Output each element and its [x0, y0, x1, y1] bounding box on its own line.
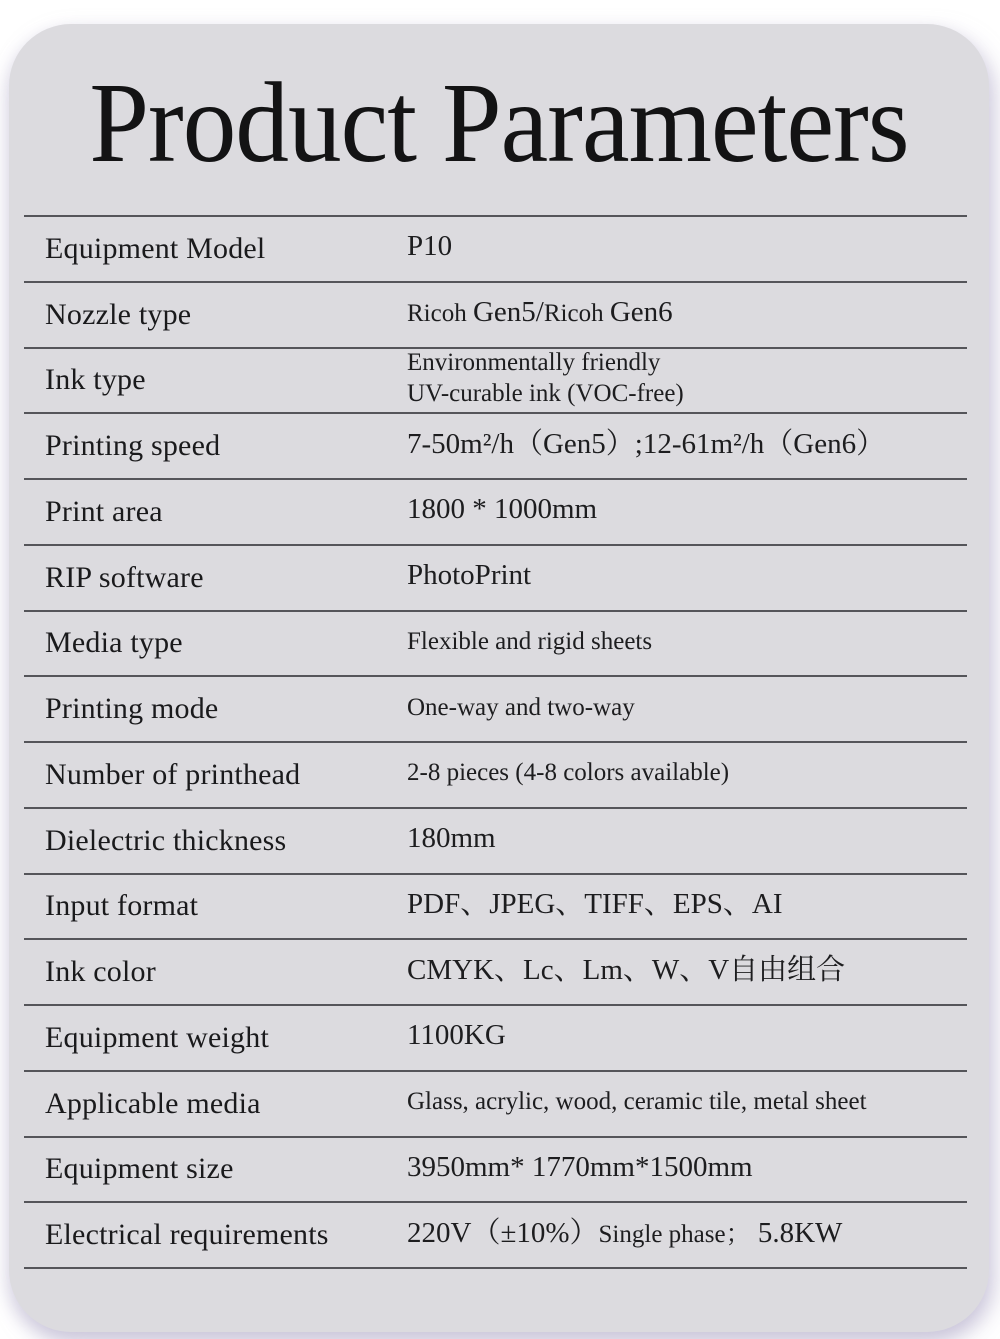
- value-part: One-way and two-way: [407, 693, 635, 721]
- row-value: [407, 694, 967, 725]
- row-value: [407, 1216, 967, 1252]
- table-bottom-line: [24, 1267, 967, 1269]
- value-part: Flexible and rigid sheets: [407, 627, 653, 655]
- value-part: 1100KG: [407, 1019, 506, 1052]
- table-row: [24, 873, 967, 939]
- value-part: 180mm: [407, 822, 496, 855]
- table-row: [24, 1070, 967, 1136]
- row-value: [407, 1088, 967, 1119]
- row-value: [407, 349, 967, 411]
- value-part: 7-50m²/h（Gen5）;12-61m²/h（Gen6）: [407, 427, 886, 460]
- value-part: /: [535, 296, 544, 329]
- row-value: [407, 561, 967, 594]
- row-label: Input format: [45, 889, 199, 923]
- value-part: 1800 * 1000mm: [407, 493, 598, 526]
- row-label: Number of printhead: [45, 757, 301, 791]
- page-title: Product Parameters: [89, 59, 909, 186]
- value-part: P10: [407, 230, 453, 263]
- row-label: Ink color: [45, 955, 156, 989]
- parameters-table: [24, 215, 967, 1269]
- value-part: Gen5: [472, 296, 536, 329]
- row-value: [407, 232, 967, 265]
- table-row: [24, 741, 967, 807]
- row-label: Electrical requirements: [45, 1218, 329, 1252]
- value-part: PhotoPrint: [407, 559, 532, 592]
- row-value: [407, 1021, 967, 1054]
- row-label: Applicable media: [45, 1086, 261, 1120]
- value-part: CMYK、Lc、Lm、W、V自由组合: [407, 953, 846, 986]
- row-value: [407, 427, 967, 463]
- value-part: Ricoh: [407, 300, 473, 328]
- row-label: RIP software: [45, 560, 204, 594]
- row-label: Equipment weight: [45, 1020, 269, 1054]
- row-label: Equipment Model: [45, 231, 266, 265]
- table-row: [24, 347, 967, 413]
- row-label: Media type: [45, 626, 183, 660]
- row-value: [407, 887, 967, 923]
- table-row: [24, 478, 967, 544]
- table-row: [24, 1201, 967, 1267]
- product-parameters-card: [9, 24, 989, 1332]
- value-part: Ricoh: [543, 300, 610, 328]
- value-part: Environmentally friendly: [407, 349, 661, 377]
- value-part: Glass, acrylic, wood, ceramic tile, metal sheet: [407, 1088, 867, 1116]
- table-row: [24, 1004, 967, 1070]
- row-label: Printing mode: [45, 692, 219, 726]
- value-part: 3950mm* 1770mm*1500mm: [407, 1150, 753, 1183]
- row-label: Dielectric thickness: [45, 823, 287, 857]
- row-label: Print area: [45, 494, 163, 528]
- value-part: 220V（±10%）: [407, 1216, 599, 1249]
- row-value: [407, 953, 967, 989]
- row-value: [407, 628, 967, 659]
- row-label: Equipment size: [45, 1152, 234, 1186]
- row-label: Ink type: [45, 363, 146, 397]
- table-row: [24, 938, 967, 1004]
- row-label: Nozzle type: [45, 297, 192, 331]
- value-part: 5.8KW: [750, 1216, 843, 1249]
- table-row: [24, 215, 967, 281]
- table-row: [24, 544, 967, 610]
- table-row: [24, 281, 967, 347]
- row-value: [407, 298, 967, 331]
- table-row: [24, 675, 967, 741]
- value-part: Single phase；: [598, 1220, 751, 1248]
- row-label: Printing speed: [45, 429, 221, 463]
- row-value: [407, 495, 967, 528]
- table-row: [24, 807, 967, 873]
- row-value: [407, 824, 967, 857]
- row-value: [407, 1150, 967, 1186]
- value-part: Gen6: [609, 296, 673, 329]
- table-row: [24, 412, 967, 478]
- table-row: [24, 1136, 967, 1202]
- value-part: UV-curable ink (VOC-free): [407, 380, 684, 408]
- value-part: 2-8 pieces (4-8 colors available): [407, 759, 730, 787]
- row-value: [407, 759, 967, 790]
- table-row: [24, 610, 967, 676]
- value-part: PDF、JPEG、TIFF、EPS、AI: [407, 887, 783, 920]
